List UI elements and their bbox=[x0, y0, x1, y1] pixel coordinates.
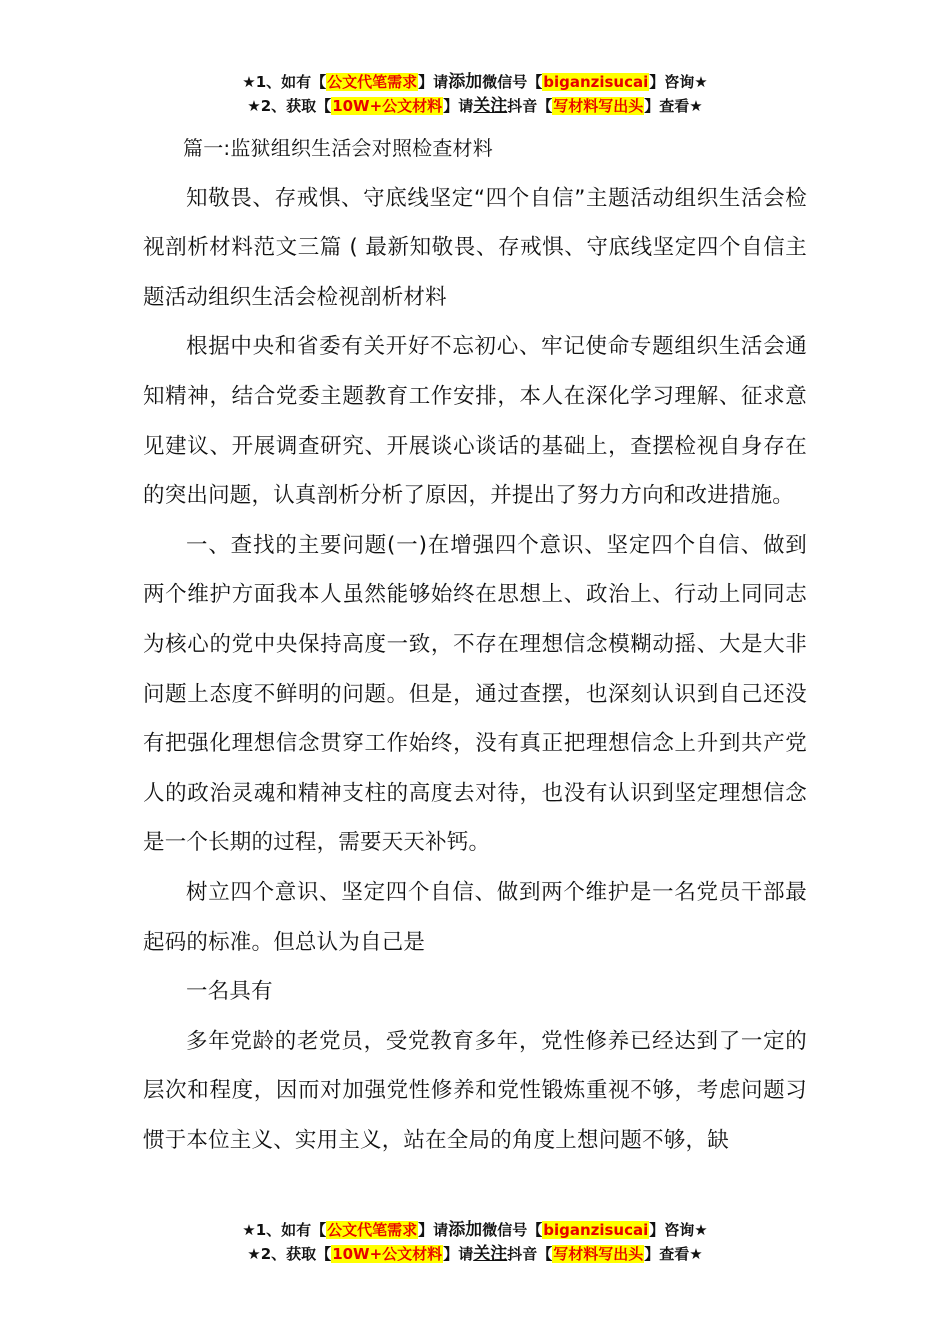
promo-line-1: ★1、如有【公文代笔需求】请添加微信号【biganzisucai】咨询★ bbox=[242, 72, 708, 92]
document-title: 篇一:监狱组织生活会对照检查材料 bbox=[183, 136, 493, 160]
footer-promo-banner bbox=[0, 1218, 950, 1266]
paragraph: 一名具有 bbox=[186, 979, 273, 1005]
paragraph: 知敬畏、存戒惧、守底线坚定“四个自信”主题活动组织生活会检视剖析材料范文三篇 ( 最新知敬畏、存戒惧、守底线坚定四个自信主题活动组织生活会检视剖析材料 bbox=[143, 185, 807, 310]
promo-line-2: ★2、获取【10W+公文材料】请关注抖音【写材料写出头】查看★ bbox=[247, 96, 703, 116]
paragraph: 树立四个意识、坚定四个自信、做到两个维护是一名党员干部最起码的标准。但总认为自己是 bbox=[143, 879, 807, 955]
highlight-service: 公文代笔需求 bbox=[327, 1221, 418, 1239]
highlight-wechat-id: biganzisucai bbox=[543, 1221, 649, 1239]
highlight-wechat-id: biganzisucai bbox=[543, 73, 649, 91]
header-promo-banner bbox=[0, 70, 950, 118]
highlight-materials: 10W+公文材料 bbox=[332, 1245, 443, 1263]
promo-line-2: ★2、获取【10W+公文材料】请关注抖音【写材料写出头】查看★ bbox=[247, 1244, 703, 1264]
highlight-service: 公文代笔需求 bbox=[327, 73, 418, 91]
promo-line-1: ★1、如有【公文代笔需求】请添加微信号【biganzisucai】咨询★ bbox=[242, 1220, 708, 1240]
highlight-douyin-account: 写材料写出头 bbox=[553, 1245, 644, 1263]
paragraph: 多年党龄的老党员，受党教育多年，党性修养已经达到了一定的层次和程度，因而对加强党性修养和党性锻炼重视不够，考虑问题习惯于本位主义、实用主义，站在全局的角度上想问题不够，缺 bbox=[143, 1028, 807, 1153]
paragraph: 根据中央和省委有关开好不忘初心、牢记使命专题组织生活会通知精神，结合党委主题教育工作安排，本人在深化学习理解、征求意见建议、开展调查研究、开展谈心谈话的基础上，查摆检视自身存在的突出问题，认真剖析分析了原因，并提出了努力方向和改进措施。 bbox=[143, 334, 807, 509]
document-body bbox=[143, 124, 807, 1165]
highlight-materials: 10W+公文材料 bbox=[332, 97, 443, 115]
highlight-douyin-account: 写材料写出头 bbox=[553, 97, 644, 115]
paragraph: 一、查找的主要问题(一)在增强四个意识、坚定四个自信、做到两个维护方面我本人虽然能够始终在思想上、政治上、行动上同同志为核心的党中央保持高度一致，不存在理想信念模糊动摇、大是大非问题上态度不鲜明的问题。但是，通过查摆，也深刻认识到自己还没有把强化理想信念贯穿工作始终，没有真正把理想信念上升到共产党人的政治灵魂和精神支柱的高度去对待，也没有认识到坚定理想信念是一个长期的过程，需要天天补钙。 bbox=[143, 532, 807, 856]
